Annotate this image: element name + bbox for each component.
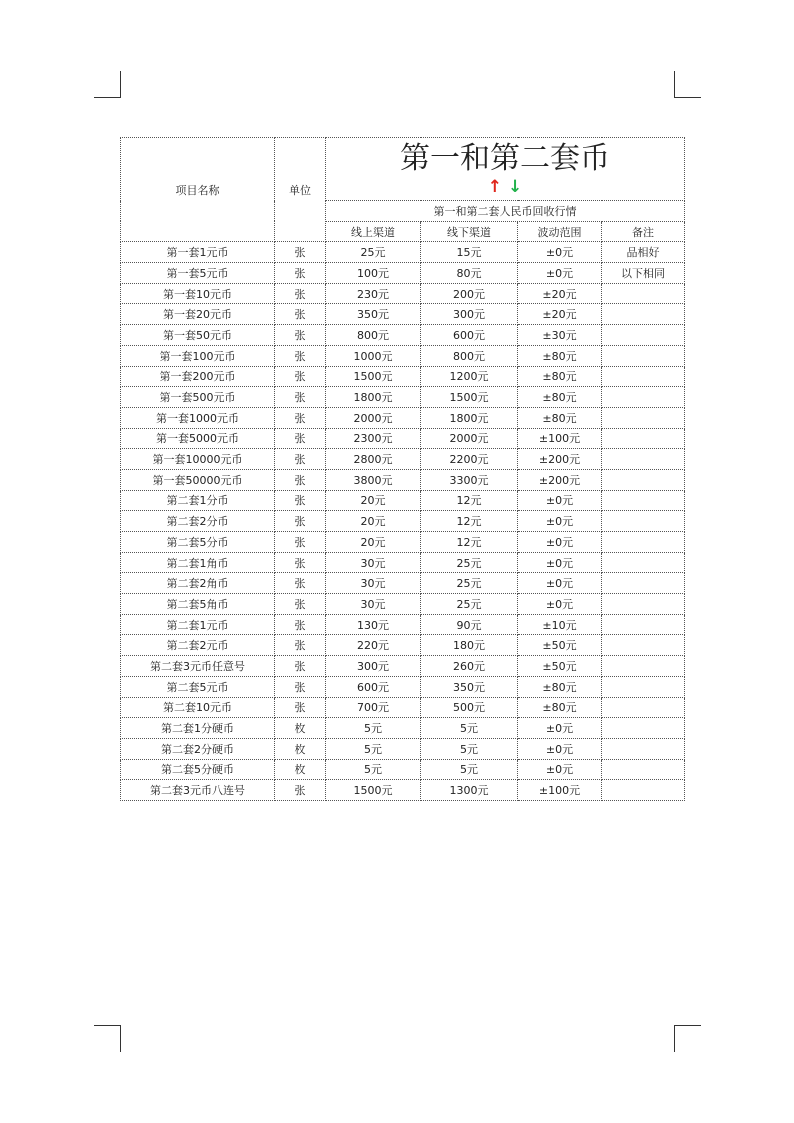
online-price-cell: 230元 [326, 283, 421, 304]
unit-cell: 张 [275, 532, 326, 553]
item-name-cell: 第二套5分硬币 [121, 759, 275, 780]
item-name-cell: 第二套1元币 [121, 614, 275, 635]
unit-cell: 张 [275, 366, 326, 387]
note-cell [602, 780, 685, 801]
item-name-cell: 第二套3元币八连号 [121, 780, 275, 801]
table-row [121, 366, 685, 387]
range-cell: ±100元 [518, 780, 602, 801]
range-cell: ±80元 [518, 345, 602, 366]
range-cell: ±80元 [518, 676, 602, 697]
table-row [121, 614, 685, 635]
unit-cell: 张 [275, 449, 326, 470]
offline-price-cell: 800元 [421, 345, 518, 366]
offline-price-cell: 12元 [421, 532, 518, 553]
unit-cell: 张 [275, 387, 326, 408]
unit-cell: 张 [275, 428, 326, 449]
item-name-cell: 第一套1元币 [121, 242, 275, 263]
range-cell: ±80元 [518, 407, 602, 428]
range-cell: ±0元 [518, 552, 602, 573]
online-price-cell: 1800元 [326, 387, 421, 408]
item-name-cell: 第二套3元币任意号 [121, 656, 275, 677]
offline-price-cell: 260元 [421, 656, 518, 677]
crop-mark-bottom-left [94, 1025, 121, 1052]
trend-arrows [326, 176, 684, 198]
table-row [121, 407, 685, 428]
crop-mark-bottom-right [674, 1025, 701, 1052]
range-cell: ±80元 [518, 366, 602, 387]
note-cell [602, 490, 685, 511]
online-price-cell: 30元 [326, 573, 421, 594]
table-row [121, 532, 685, 553]
unit-cell: 张 [275, 697, 326, 718]
range-cell: ±50元 [518, 635, 602, 656]
offline-price-cell: 350元 [421, 676, 518, 697]
offline-price-cell: 1200元 [421, 366, 518, 387]
range-cell: ±0元 [518, 511, 602, 532]
note-cell [602, 718, 685, 739]
online-price-cell: 2800元 [326, 449, 421, 470]
note-cell [602, 345, 685, 366]
table-row [121, 552, 685, 573]
unit-cell: 张 [275, 573, 326, 594]
unit-cell: 张 [275, 676, 326, 697]
note-cell [602, 325, 685, 346]
header-item-name: 项目名称 [121, 138, 275, 242]
item-name-cell: 第一套50000元币 [121, 469, 275, 490]
unit-cell: 张 [275, 656, 326, 677]
page-title: 第一和第二套币 [400, 141, 610, 176]
unit-cell: 张 [275, 469, 326, 490]
unit-cell: 张 [275, 304, 326, 325]
online-price-cell: 300元 [326, 656, 421, 677]
note-cell [602, 532, 685, 553]
item-name-cell: 第二套1分硬币 [121, 718, 275, 739]
item-name-cell: 第一套500元币 [121, 387, 275, 408]
offline-price-cell: 15元 [421, 242, 518, 263]
unit-cell: 张 [275, 552, 326, 573]
item-name-cell: 第一套5000元币 [121, 428, 275, 449]
online-price-cell: 100元 [326, 263, 421, 284]
unit-cell: 张 [275, 263, 326, 284]
online-price-cell: 5元 [326, 738, 421, 759]
online-price-cell: 1000元 [326, 345, 421, 366]
offline-price-cell: 300元 [421, 304, 518, 325]
range-cell: ±80元 [518, 387, 602, 408]
offline-price-cell: 1300元 [421, 780, 518, 801]
unit-cell: 张 [275, 614, 326, 635]
online-price-cell: 5元 [326, 718, 421, 739]
table-row [121, 345, 685, 366]
unit-cell: 张 [275, 407, 326, 428]
table-row [121, 676, 685, 697]
range-cell: ±20元 [518, 304, 602, 325]
offline-price-cell: 1500元 [421, 387, 518, 408]
unit-cell: 张 [275, 780, 326, 801]
note-cell [602, 697, 685, 718]
range-cell: ±30元 [518, 325, 602, 346]
offline-price-cell: 5元 [421, 759, 518, 780]
note-cell [602, 304, 685, 325]
note-cell [602, 656, 685, 677]
note-cell [602, 635, 685, 656]
online-price-cell: 800元 [326, 325, 421, 346]
item-name-cell: 第二套2分币 [121, 511, 275, 532]
range-cell: ±100元 [518, 428, 602, 449]
table-row [121, 573, 685, 594]
range-cell: ±0元 [518, 490, 602, 511]
item-name-cell: 第一套1000元币 [121, 407, 275, 428]
note-cell [602, 759, 685, 780]
table-row [121, 511, 685, 532]
online-price-cell: 30元 [326, 594, 421, 615]
note-cell [602, 283, 685, 304]
note-cell [602, 366, 685, 387]
item-name-cell: 第一套10元币 [121, 283, 275, 304]
note-cell [602, 676, 685, 697]
header-online: 线上渠道 [326, 221, 421, 242]
table-row [121, 304, 685, 325]
note-cell: 品相好 [602, 242, 685, 263]
item-name-cell: 第一套200元币 [121, 366, 275, 387]
online-price-cell: 2000元 [326, 407, 421, 428]
header-unit: 单位 [275, 138, 326, 242]
note-cell [602, 449, 685, 470]
offline-price-cell: 1800元 [421, 407, 518, 428]
item-name-cell: 第二套5角币 [121, 594, 275, 615]
unit-cell: 张 [275, 635, 326, 656]
offline-price-cell: 180元 [421, 635, 518, 656]
range-cell: ±10元 [518, 614, 602, 635]
note-cell [602, 552, 685, 573]
online-price-cell: 600元 [326, 676, 421, 697]
range-cell: ±0元 [518, 242, 602, 263]
crop-mark-top-right [674, 71, 701, 98]
table-row [121, 780, 685, 801]
table-row [121, 428, 685, 449]
header-range: 波动范围 [518, 221, 602, 242]
title-cell [326, 138, 685, 201]
table-row [121, 449, 685, 470]
arrow-up-icon: ↑ [487, 177, 502, 197]
table-row [121, 490, 685, 511]
offline-price-cell: 3300元 [421, 469, 518, 490]
item-name-cell: 第一套10000元币 [121, 449, 275, 470]
offline-price-cell: 80元 [421, 263, 518, 284]
table-row [121, 697, 685, 718]
offline-price-cell: 25元 [421, 573, 518, 594]
range-cell: ±20元 [518, 283, 602, 304]
unit-cell: 枚 [275, 718, 326, 739]
unit-cell: 枚 [275, 738, 326, 759]
online-price-cell: 1500元 [326, 780, 421, 801]
item-name-cell: 第二套2分硬币 [121, 738, 275, 759]
price-table [120, 137, 685, 801]
header-offline: 线下渠道 [421, 221, 518, 242]
online-price-cell: 700元 [326, 697, 421, 718]
unit-cell: 张 [275, 242, 326, 263]
offline-price-cell: 25元 [421, 594, 518, 615]
offline-price-cell: 12元 [421, 490, 518, 511]
item-name-cell: 第二套2角币 [121, 573, 275, 594]
online-price-cell: 350元 [326, 304, 421, 325]
crop-mark-top-left [94, 71, 121, 98]
offline-price-cell: 25元 [421, 552, 518, 573]
note-cell [602, 428, 685, 449]
table-row [121, 635, 685, 656]
unit-cell: 枚 [275, 759, 326, 780]
unit-cell: 张 [275, 283, 326, 304]
offline-price-cell: 5元 [421, 738, 518, 759]
online-price-cell: 1500元 [326, 366, 421, 387]
item-name-cell: 第一套100元币 [121, 345, 275, 366]
table-row [121, 325, 685, 346]
range-cell: ±0元 [518, 263, 602, 284]
offline-price-cell: 200元 [421, 283, 518, 304]
table-row [121, 656, 685, 677]
table-row [121, 283, 685, 304]
online-price-cell: 3800元 [326, 469, 421, 490]
range-cell: ±50元 [518, 656, 602, 677]
table-subtitle: 第一和第二套人民币回收行情 [326, 201, 685, 222]
offline-price-cell: 600元 [421, 325, 518, 346]
online-price-cell: 20元 [326, 490, 421, 511]
unit-cell: 张 [275, 325, 326, 346]
unit-cell: 张 [275, 345, 326, 366]
online-price-cell: 20元 [326, 532, 421, 553]
online-price-cell: 30元 [326, 552, 421, 573]
online-price-cell: 5元 [326, 759, 421, 780]
range-cell: ±200元 [518, 449, 602, 470]
range-cell: ±0元 [518, 718, 602, 739]
note-cell [602, 614, 685, 635]
item-name-cell: 第一套5元币 [121, 263, 275, 284]
item-name-cell: 第一套20元币 [121, 304, 275, 325]
range-cell: ±0元 [518, 573, 602, 594]
header-row-title [121, 138, 685, 201]
note-cell: 以下相同 [602, 263, 685, 284]
range-cell: ±0元 [518, 759, 602, 780]
range-cell: ±0元 [518, 532, 602, 553]
note-cell [602, 469, 685, 490]
note-cell [602, 407, 685, 428]
range-cell: ±80元 [518, 697, 602, 718]
offline-price-cell: 500元 [421, 697, 518, 718]
table-row [121, 387, 685, 408]
offline-price-cell: 2000元 [421, 428, 518, 449]
table-row [121, 759, 685, 780]
item-name-cell: 第一套50元币 [121, 325, 275, 346]
item-name-cell: 第二套5分币 [121, 532, 275, 553]
range-cell: ±0元 [518, 738, 602, 759]
table-row [121, 263, 685, 284]
unit-cell: 张 [275, 490, 326, 511]
unit-cell: 张 [275, 594, 326, 615]
table-row [121, 738, 685, 759]
offline-price-cell: 90元 [421, 614, 518, 635]
unit-cell: 张 [275, 511, 326, 532]
online-price-cell: 25元 [326, 242, 421, 263]
offline-price-cell: 5元 [421, 718, 518, 739]
item-name-cell: 第二套10元币 [121, 697, 275, 718]
note-cell [602, 594, 685, 615]
note-cell [602, 387, 685, 408]
online-price-cell: 20元 [326, 511, 421, 532]
online-price-cell: 2300元 [326, 428, 421, 449]
online-price-cell: 220元 [326, 635, 421, 656]
table-row [121, 469, 685, 490]
table-body [121, 242, 685, 801]
table-row [121, 242, 685, 263]
item-name-cell: 第二套5元币 [121, 676, 275, 697]
table-row [121, 718, 685, 739]
header-note: 备注 [602, 221, 685, 242]
note-cell [602, 738, 685, 759]
item-name-cell: 第二套2元币 [121, 635, 275, 656]
range-cell: ±0元 [518, 594, 602, 615]
offline-price-cell: 12元 [421, 511, 518, 532]
note-cell [602, 511, 685, 532]
table-row [121, 594, 685, 615]
range-cell: ±200元 [518, 469, 602, 490]
item-name-cell: 第二套1分币 [121, 490, 275, 511]
arrow-down-icon: ↓ [508, 177, 523, 197]
offline-price-cell: 2200元 [421, 449, 518, 470]
item-name-cell: 第二套1角币 [121, 552, 275, 573]
note-cell [602, 573, 685, 594]
online-price-cell: 130元 [326, 614, 421, 635]
